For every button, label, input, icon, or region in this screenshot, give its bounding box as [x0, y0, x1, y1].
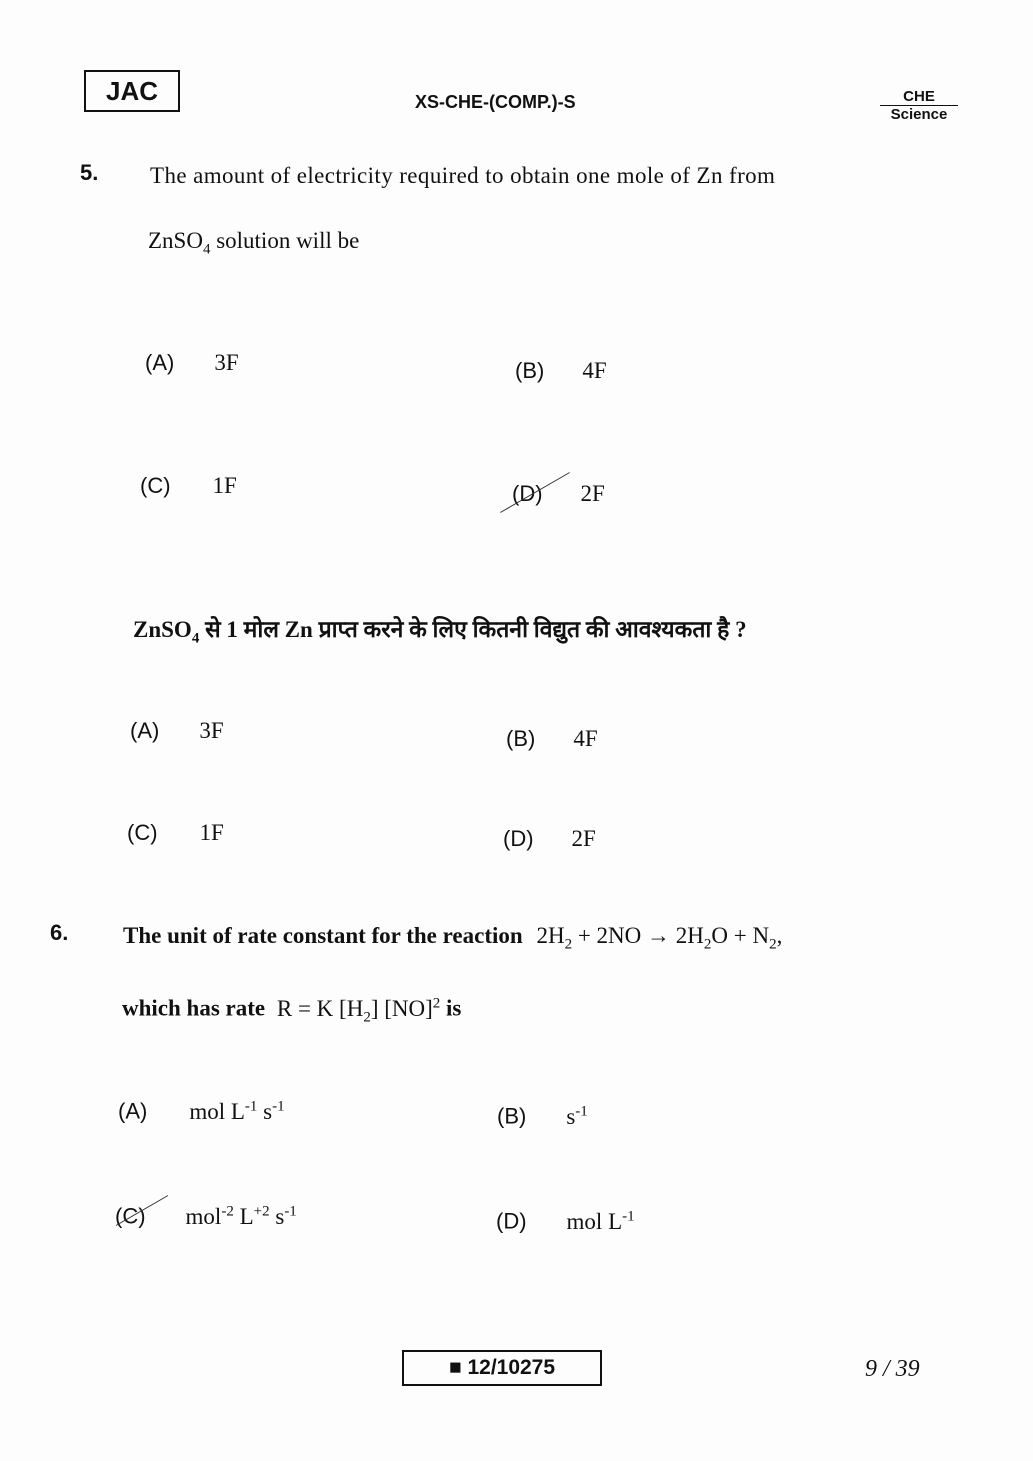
q5-hindi-option-c: (C) 1F	[127, 820, 224, 845]
q6-option-c: (C) mol$^{-2}$ $L^{+2}$ $s^{-1}$	[115, 1203, 297, 1229]
q5-hindi-option-b: (B) 4F	[506, 726, 598, 751]
q5-hindi-option-a: (A) 3F	[130, 718, 224, 743]
question-6-text-line1: The unit of rate constant for the reaction $2H_2 + 2NO \to 2H_2O + N_2$,	[123, 923, 783, 953]
question-5-text-line1: The amount of electricity required to obtain one mole of Zn from	[150, 163, 776, 188]
page-number: 9 / 39	[865, 1356, 920, 1382]
question-5-hindi-text: ZnSO$_4$ से 1 मोल Zn प्राप्त करने के लिए कितनी विद्युत की आवश्यकता है ?	[133, 617, 747, 647]
q6-option-b: (B) $s^{-1}$	[497, 1103, 588, 1129]
paper-code: XS-CHE-(COMP.)-S	[415, 92, 576, 112]
subject-label: CHE Science	[880, 88, 958, 123]
question-6-text-line2: which has rate R = K $[H_2]$ [NO]$^2$ is	[122, 995, 462, 1026]
q5-hindi-option-d: (D) 2F	[503, 826, 596, 851]
q5-option-d: (D) 2F	[512, 481, 605, 506]
q5-option-c: (C) 1F	[140, 473, 237, 498]
q6-option-a: (A) mol $L^{-1}$ $s^{-1}$	[118, 1098, 285, 1124]
question-6-number: 6.	[50, 920, 69, 945]
q6-option-d: (D) mol $L^{-1}$	[496, 1208, 635, 1234]
q5-option-a: (A) 3F	[145, 350, 239, 375]
question-5-number: 5.	[80, 160, 99, 185]
q5-option-b: (B) 4F	[515, 358, 607, 383]
booklet-code: ■ 12/10275	[402, 1350, 602, 1386]
jac-logo: JAC	[84, 70, 180, 112]
question-5-text-line2: ZnSO$_4$ solution will be	[148, 228, 360, 258]
